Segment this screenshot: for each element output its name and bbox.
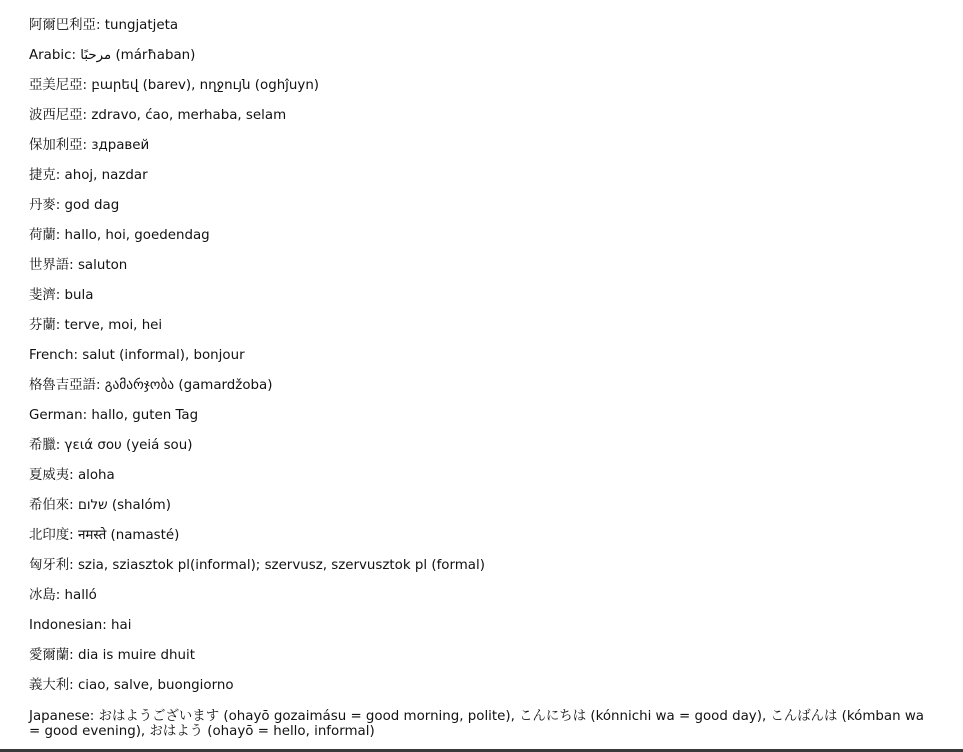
greeting-entry-hungarian: 匈牙利: szia, sziasztok pl(informal); szervusz, szervusztok pl (formal) <box>29 558 485 573</box>
greeting-entry-icelandic: 冰島: halló <box>29 588 97 603</box>
greeting-entry-armenian: 亞美尼亞: բարեվ (barev), ողջույն (oghĵuyn) <box>29 78 320 93</box>
greeting-entry-czech: 捷克: ahoj, nazdar <box>29 168 148 183</box>
greeting-entry-esperanto: 世界語: saluton <box>29 258 128 273</box>
greeting-entry-bulgarian: 保加利亞: здравей <box>29 138 150 153</box>
greeting-entry-finnish: 芬蘭: terve, moi, hei <box>29 318 163 333</box>
greeting-entry-hawaiian: 夏威夷: aloha <box>29 468 115 483</box>
greeting-entry-irish: 愛爾蘭: dia is muire dhuit <box>29 648 195 663</box>
greeting-entry-hindi: 北印度: नमस्ते (namasté) <box>29 528 180 543</box>
greeting-entry-georgian: 格魯吉亞語: გამარჯობა (gamardžoba) <box>29 378 273 393</box>
greeting-entry-indonesian: Indonesian: hai <box>29 618 132 633</box>
greeting-entry-greek: 希臘: γειά σου (yeiá sou) <box>29 438 193 453</box>
greeting-entry-dutch: 荷蘭: hallo, hoi, goedendag <box>29 228 210 243</box>
greeting-entry-arabic: Arabic: مرحبًا (márħaban) <box>29 48 196 63</box>
greeting-entry-albanian: 阿爾巴利亞: tungjatjeta <box>29 18 179 33</box>
greeting-entry-french: French: salut (informal), bonjour <box>29 348 245 363</box>
greeting-entry-bosnian: 波西尼亞: zdravo, ćao, merhaba, selam <box>29 108 287 123</box>
greeting-entry-german: German: hallo, guten Tag <box>29 408 199 423</box>
greeting-entry-fijian: 斐濟: bula <box>29 288 94 303</box>
greeting-entry-danish: 丹麥: god dag <box>29 198 120 213</box>
greeting-entry-hebrew: 希伯來: שלום (shalóm) <box>29 498 171 513</box>
greeting-entry-japanese: Japanese: おはようございます (ohayō gozaimásu = good morning, polite), こんにちは (kónnichi wa = good day), こんばんは (kómban wa = good evening), おはよう (ohayō = hello, informal) <box>29 709 925 739</box>
greeting-entry-italian: 義大利: ciao, salve, buongiorno <box>29 678 234 693</box>
